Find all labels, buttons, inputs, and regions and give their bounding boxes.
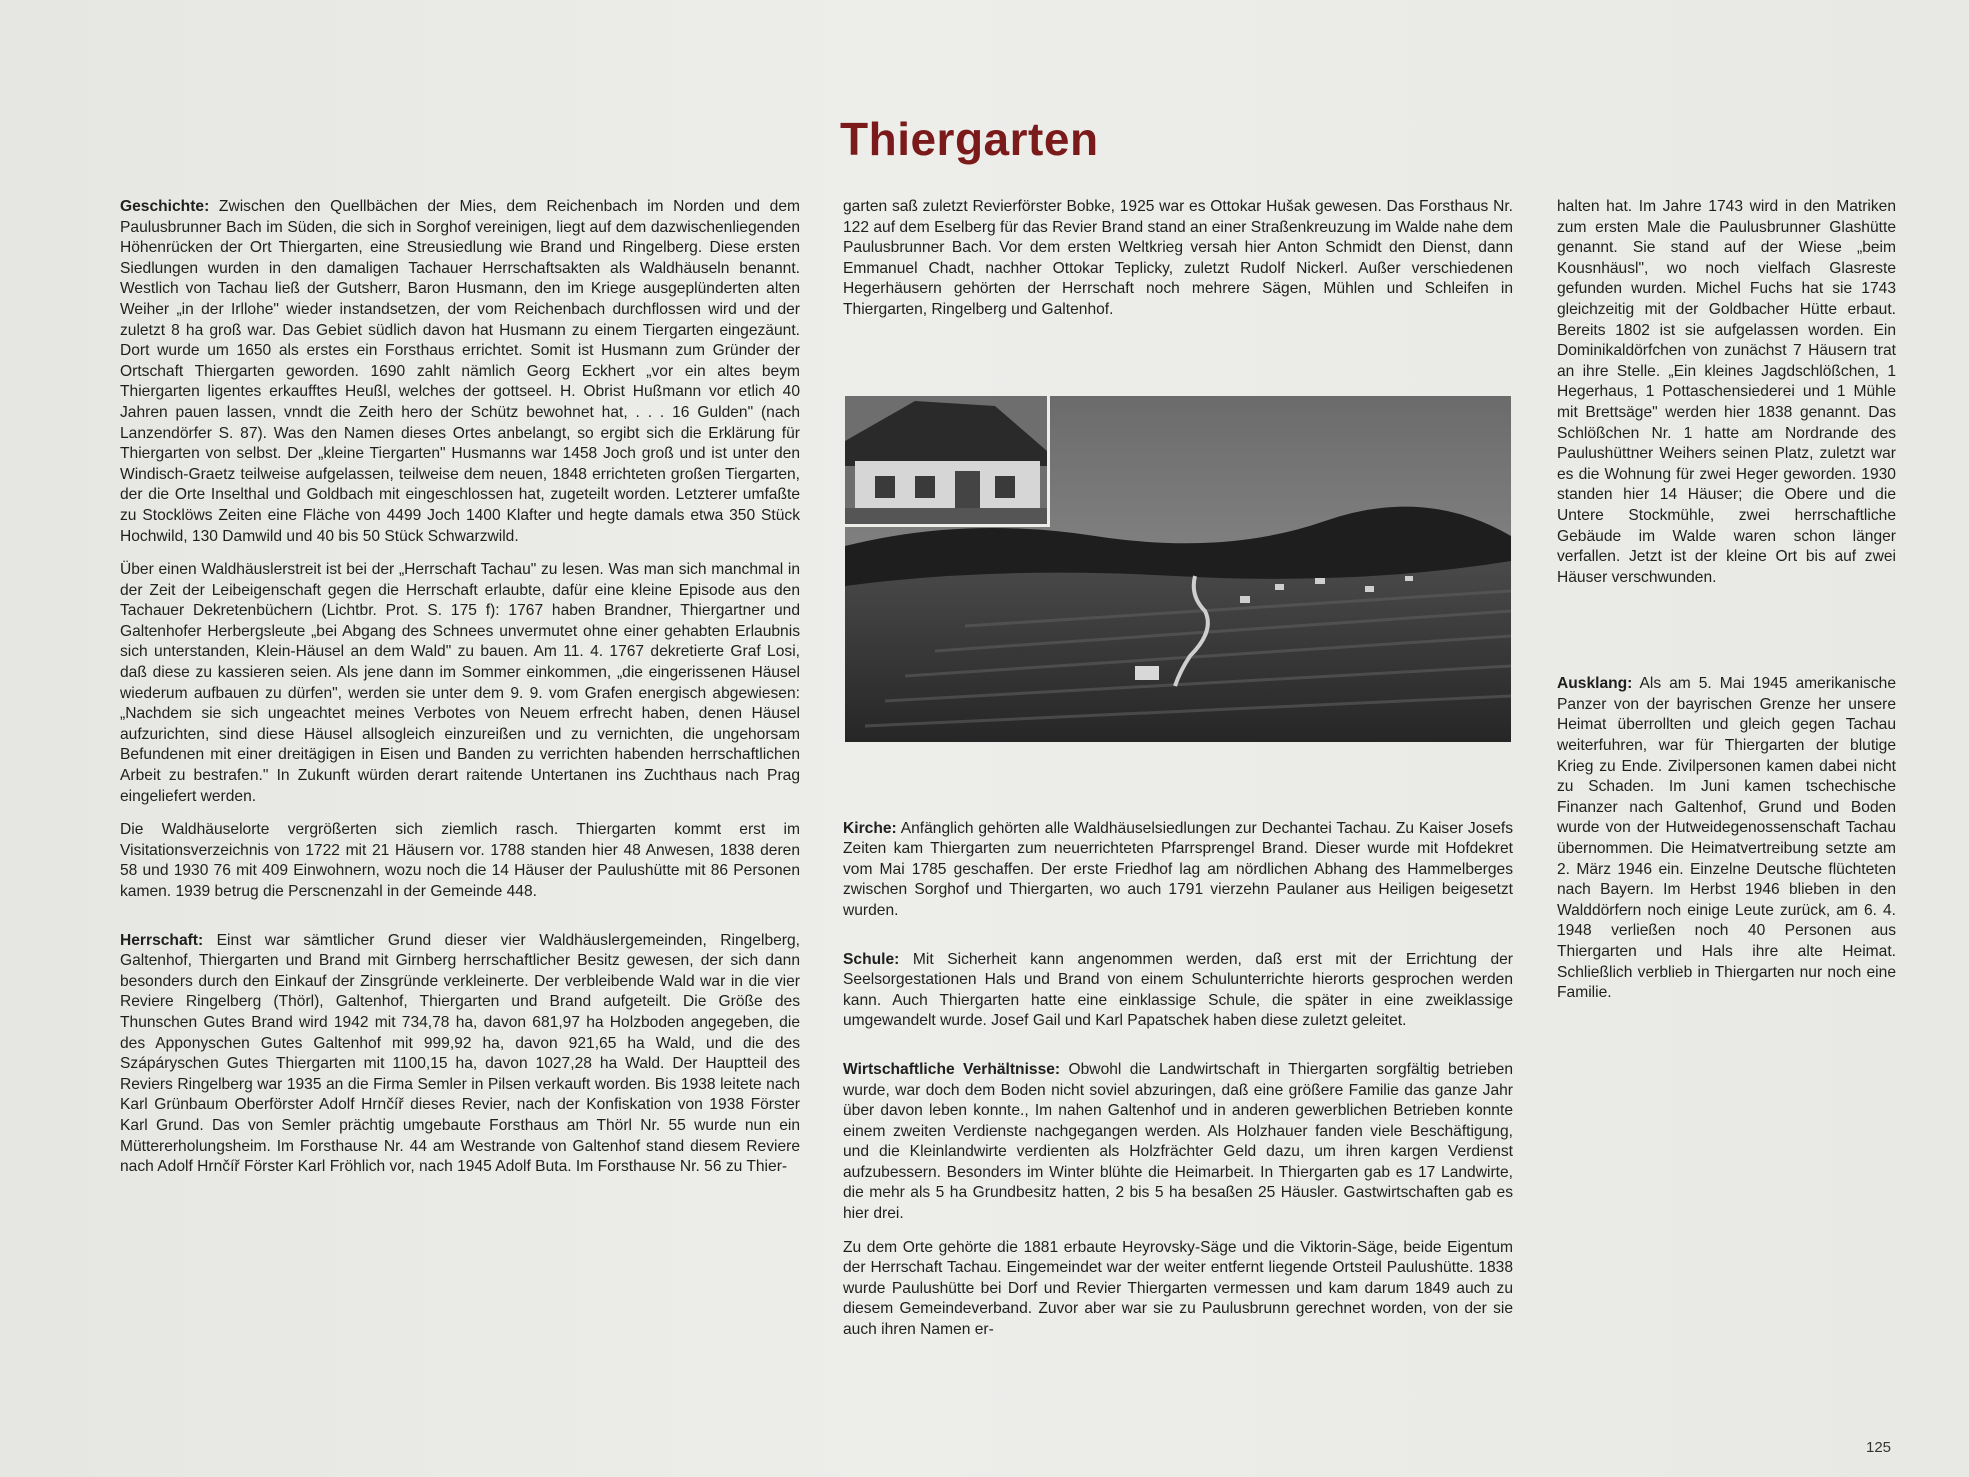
page-title: Thiergarten xyxy=(840,113,1099,165)
paragraph-wirtschaft xyxy=(843,1060,1513,1225)
paragraph-saegen: Zu dem Orte gehörte die 1881 erbaute Heyrovsky-Säge und die Viktorin-Säge, beide Eigentum der Herrschaft Tachau. Eingemeindet war der weiter entfernt liegende Ortsteil Paulushütte. 1838 wurde Paulushütte bei Dorf und Revier Thiergarten vermessen und kam darum 1849 auch zu diesem Gemeindeverband. Zuvor aber war sie zu Paulusbrunn gerechnet worden, von der sie auch ihren Namen er- xyxy=(843,1238,1513,1339)
paragraph-kirche xyxy=(843,819,1513,922)
text-wirtschaft: Obwohl die Landwirtschaft in Thiergarten sorgfältig betrieben wurde, war doch dem Boden nicht soviel abzuringen, daß eine größere Familie das ganze Jahr über davon leben konnte., Im nahen Galtenhof und in anderen gewerblichen Betrieben konnte einem zweiten Verdienste nachgegangen werden. Als Holzhauer fanden viele Beschäftigung, und die Kleinlandwirte verdienten als Holzfrächter Geld dazu, um ihren kargen Verdienst aufzubessern. Besonders im Winter blühte die Heimarbeit. In Thiergarten gab es 17 Landwirte, die mehr als 5 ha Grundbesitz hatten, 2 bis 5 ha besaßen 25 Häusler. Gastwirtschaften gab es hier drei. xyxy=(843,1060,1513,1223)
paragraph-waldhaeuslerstreit: Über einen Waldhäuslerstreit ist bei der „Herrschaft Tachau" zu lesen. Was man sich manchmal in der Zeit der Leibeigenschaft gegen die Herrschaft erlaubte, dafür eine kleine Episode aus den Tachauer Dekretenbüchern (Lichtbr. Prot. S. 175 f): 1767 haben Brandner, Thiergartner und Galtenhofer Herbergsleute „bei Abgang des Schnees unvermutet ohne einer gehabten Erlaubnis sich unterstanden, Klein-Häusel an dem Wald" zu bauen. Am 11. 4. 1767 dekretierte Graf Losi, daß diese zu kassieren seien. Als jene dann im Sommer einkommen, „die eingerissenen Häusel wiederum aufbauen zu dürfen", werden sie unter dem 9. 9. vom Grafen energisch abgewiesen: „Nachdem sie sich ungeachtet meines Verbotes von Neuem erfrecht haben, denen Häusel aufzurichten, sind diese Häusel allsogleich einzureißen und zu vernichten, die ungehorsam Befundenen mit einer dreitägigen in Eisen und Banden zu verrichten habenden herrschaftlichen Arbeit zu bestrafen." In Zukunft würden derart raitende Untertanen ins Zuchthaus nach Prag eingeliefert werden. xyxy=(120,561,800,805)
page-number: 125 xyxy=(1866,1439,1892,1456)
column-right-spacer xyxy=(1557,601,1896,674)
paragraph-geschichte xyxy=(120,197,800,547)
column-right xyxy=(1557,197,1896,1017)
house-inset-image xyxy=(845,396,1047,524)
heading-kirche: Kirche: xyxy=(843,819,897,837)
heading-wirtschaft: Wirtschaftliche Verhältnisse: xyxy=(843,1060,1061,1078)
paragraph-forsthaus: garten saß zuletzt Revierförster Bobke, 1925 war es Ottokar Hušak gewesen. Das Forsthaus Nr. 122 auf dem Eselberg für das Revier Brand stand an einer Straßenkreuzung im Walde nahe dem Paulusbrunner Bach. Vor dem ersten Weltkrieg versah hier Anton Schmidt den Dienst, dann Emmanuel Chadt, nachher Ottokar Teplicky, zuletzt Rudolf Nickerl. Außer verschiedenen Hegerhäusern gehörten der Herrschaft noch mehrere Sägen, Mühlen und Schleifen in Thiergarten, Ringelberg und Galtenhof. xyxy=(843,198,1513,318)
house-inset-photo xyxy=(845,396,1050,527)
text-ausklang: Als am 5. Mai 1945 amerikanische Panzer von der bayrischen Grenze her unsere Heimat überrollten und gleich gegen Tachau weiterfuhren, war für Thiergarten der blutige Krieg zu Ende. Zivilpersonen kamen dabei nicht zu Schaden. Im Juni kamen tschechische Finanzer nach Galtenhof, Grund und Boden wurde von der Hutweidegenossenschaft Tachau übernommen. Die Heimatvertreibung setzte am 2. März 1946 ein. Einzelne Deutsche flüchteten nach Bayern. Im Herbst 1946 blieben in den Walddörfern noch einige Leute zurück, am 6. 4. 1948 verließen noch 40 Personen aus Thiergarten und Hals ihre alte Heimat. Schließlich verblieb in Thiergarten nur noch eine Familie. xyxy=(1557,675,1896,1002)
paragraph-ausklang xyxy=(1557,674,1896,1004)
heading-ausklang: Ausklang: xyxy=(1557,675,1633,693)
paragraph-glashuette: halten hat. Im Jahre 1743 wird in den Matriken zum ersten Male die Paulusbrunner Glashütte genannt. Sie stand auf der Wiese „beim Kousnhäusl", wo noch vielfach Glasreste gefunden wurden. Michel Fuchs hat sie 1743 gleichzeitig mit der Goldbacher Hütte erbaut. Bereits 1802 ist sie aufgelassen worden. Ein Dominikaldörfchen von zunächst 7 Häusern trat an ihre Stelle. „Ein kleines Jagdschlößchen, 1 Hegerhaus, 1 Pottaschensiederei und 1 Mühle mit Brettsäge" werden hier 1838 genannt. Das Schlößchen Nr. 1 hatte am Nordrande des Paulushüttner Weihers seinen Platz, zuletzt war es die Wohnung für zwei Heger geworden. 1930 standen hier 14 Häuser; die Obere und die Untere Stockmühle, zwei herrschaftliche Gebäude im Walde waren schon länger verfallen. Jetzt ist der kleine Ort bis auf zwei Häuser verschwunden. xyxy=(1557,198,1896,586)
heading-geschichte: Geschichte: xyxy=(120,198,210,215)
text-kirche: Anfänglich gehörten alle Waldhäuselsiedlungen zur Dechantei Tachau. Zu Kaiser Josefs Zeiten kam Thiergarten zum neuerrichteten Pfarrsprengel Brand. Dieser wurde mit Hofdekret vom Mai 1785 geschaffen. Der erste Friedhof lag am nördlichen Abhang des Hammelberges zwischen Sorghof und Thiergarten, wo auch 1791 vierzehn Paulaner aus Heiligen beigesetzt wurden. xyxy=(843,819,1513,919)
column-middle xyxy=(843,197,1513,1354)
heading-schule: Schule: xyxy=(843,950,900,968)
column-left xyxy=(120,197,800,1191)
text-herrschaft: Einst war sämtlicher Grund dieser vier Waldhäuslergemeinden, Ringelberg, Galtenhof, Thiergarten und Brand mit Girnberg herrschaftlicher Besitz gewesen, der sich dann besonders durch den Einkauf der Zinsgründe verkleinerte. Der verbleibende Wald war in die vier Reviere Ringelberg (Thörl), Galtenhof, Thiergarten und Brand aufgeteilt. Die Größe des Thunschen Gutes Brand wird 1942 mit 734,78 ha, davon 681,97 ha Holzboden angegeben, die des Apponyschen Gutes Galtenhof mit 999,92 ha, davon 921,65 ha Wald, und die des Szápáryschen Gutes Thiergarten mit 1100,15 ha, davon 1027,28 ha Wald. Der Hauptteil des Reviers Ringelberg war 1935 an die Firma Semler in Pilsen verkauft worden. Bis 1938 leitete nach Karl Grünbaum Oberförster Adolf Hrnčíř dieses Revier, nach der Konfiskation von 1938 Förster Karl Grund. Das von Semler prächtig umgebaute Forsthaus am Thörl Nr. 55 wurde nun ein Müttererholungsheim. Im Forsthause Nr. 44 am Westrande von Galtenhof stand diesem Reviere nach Adolf Hrnčíř Förster Karl Fröhlich vor, nach 1945 Adolf Buta. Im Forsthause Nr. 56 zu Thier- xyxy=(120,931,800,1176)
paragraph-waldhaeuselorte: Die Waldhäuselorte vergrößerten sich ziemlich rasch. Thiergarten kommt erst im Visitationsverzeichnis von 1722 mit 21 Häusern vor. 1788 standen hier 48 Anwesen, 1838 deren 58 und 1930 76 mit 409 Einwohnern, wozu noch die 14 Häuser der Paulushütte mit 86 Personen kamen. 1939 betrug die Perscnenzahl in der Gemeinde 448. xyxy=(120,821,800,900)
paragraph-schule xyxy=(843,950,1513,1032)
text-geschichte: Zwischen den Quellbächen der Mies, dem Reichenbach im Norden und dem Paulusbrunner Bach im Süden, die sich in Sorghof vereinigen, liegt auf dem dazwischenliegenden Höhenrücken der Ort Thiergarten, eine Streusiedlung wie Brand und Ringelberg. Diese ersten Siedlungen wurden in den damaligen Tachauer Herrschaftsakten als Waldhäuseln benannt. Westlich von Tachau ließ der Gutsherr, Baron Husmann, den im Kriege ausgeplünderten alten Weiher „in der Irllohe" wieder instandsetzen, der vom Reichenbach durchflossen wird und der zuletzt 8 ha groß war. Das Gebiet südlich davon hat Husmann zu einem Tiergarten eingezäunt. Dort wurde um 1650 als erstes ein Forsthaus errichtet. Somit ist Husmann zum Gründer der Ortschaft Thiergarten geworden. 1690 zahlt nämlich Georg Eckhert „vor ein altes beym Thiergarten ligentes erkaufftes Heußl, welches der gottseel. H. Obrist Hußmann vor etlich 40 Jahren pauen lassen, vnndt die Zeith hero der Schütz bewohnet hat, . . . 16 Gulden" (nach Lanzendörfer S. 87). Was den Namen dieses Ortes anbelangt, so ergibt sich die Erklärung für Thiergarten von selbst. Der „kleine Tiergarten" Husmanns war 1458 Joch groß und ist unter den Windisch-Graetz teilweise aufgelassen, teilweise dem neuen, 1848 errichteten großen Tiergarten, der die Orte Inselthal und Goldbach mit eingeschlossen hat, zugeteilt worden. Letzterer umfaßte zu Stocklöws Zeiten eine Fläche von 4499 Joch 1400 Klafter und hegte damals etwa 350 Stück Hochwild, 130 Damwild und 40 bis 50 Stück Schwarzwild. xyxy=(120,198,800,545)
paragraph-herrschaft xyxy=(120,931,800,1178)
text-schule: Mit Sicherheit kann angenommen werden, daß erst mit der Errichtung der Seelsorgestationen Hals und Brand von einem Schulunterrichte hierorts gesprochen werden kann. Auch Thiergarten hatte eine einklassige Schule, die später in eine zweiklassige umgewandelt wurde. Josef Gail und Karl Papatschek haben diese zuletzt geleitet. xyxy=(843,950,1513,1030)
heading-herrschaft: Herrschaft: xyxy=(120,931,204,949)
